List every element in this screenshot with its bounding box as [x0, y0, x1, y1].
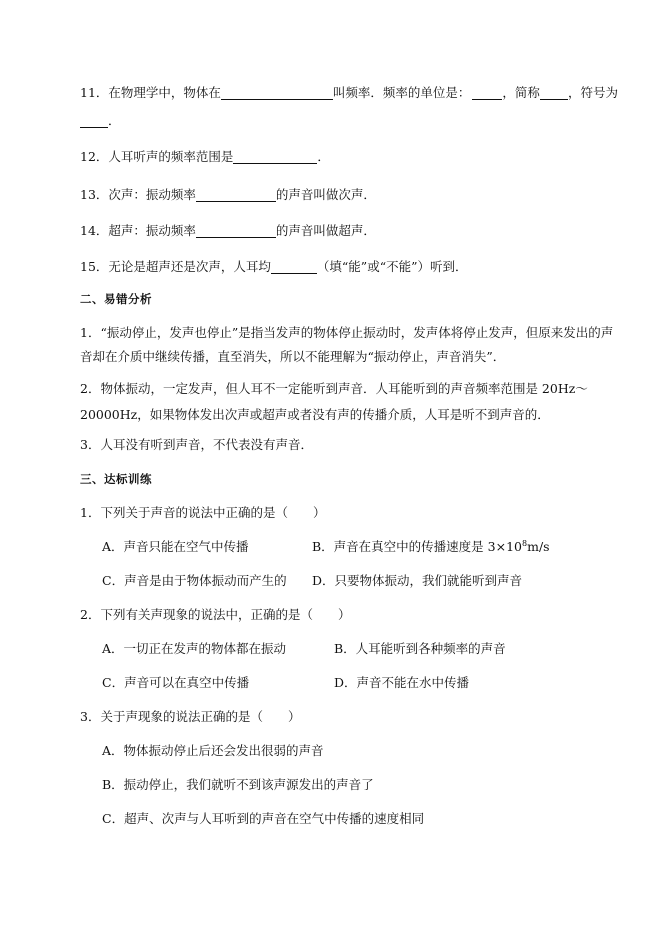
question-12: [80, 148, 330, 166]
mcq-1-option-d: D．只要物体振动，我们就能听到声音: [312, 573, 523, 588]
question-15: [80, 258, 467, 276]
q11-blank-short: [540, 85, 568, 100]
analysis-1-line-1: 1．“振动停止，发声也停止”是指当发声的物体停止振动时，发声体将停止发声，但原来发出的声: [80, 325, 614, 340]
mcq-1-option-b-unit: m/s: [527, 539, 550, 554]
q11-end: ．: [108, 113, 121, 128]
mcq-1-option-a: A．声音只能在空气中传播: [102, 539, 249, 554]
mcq-1-stem: 1．下列关于声音的说法中正确的是（ ）: [80, 505, 326, 520]
mcq-2-option-b: B．人耳能听到各种频率的声音: [334, 641, 506, 656]
section-heading-practice: 三、达标训练: [80, 472, 152, 486]
q14-end: 的声音叫做超声．: [275, 223, 376, 238]
mcq-2-option-c: C．声音可以在真空中传播: [102, 675, 250, 690]
q11-blank-unit: [472, 85, 502, 100]
q11-text-1: 11．在物理学中，物体在: [80, 85, 221, 100]
q11-text-2: 叫频率．频率的单位是：: [332, 85, 471, 100]
q14-blank: [196, 223, 276, 238]
question-13: [80, 186, 376, 204]
question-11-cont: [80, 112, 121, 130]
q12-end: ．: [317, 149, 330, 164]
mcq-3-option-a: A．物体振动停止后还会发出很弱的声音: [102, 743, 324, 758]
mcq-2-stem: 2．下列有关声现象的说法中，正确的是（ ）: [80, 607, 351, 622]
section-heading-error-analysis: 二、易错分析: [80, 292, 152, 306]
mcq-2-option-d: D．声音不能在水中传播: [334, 675, 470, 690]
question-11: [80, 84, 618, 102]
mcq-3-option-b: B．振动停止，我们就听不到该声源发出的声音了: [102, 777, 374, 792]
q11-blank-definition: [221, 85, 333, 100]
mcq-1-option-c: C．声音是由于物体振动而产生的: [102, 573, 287, 588]
mcq-3-option-c: C．超声、次声与人耳听到的声音在空气中传播的速度相同: [102, 811, 425, 826]
q14-text: 14．超声：振动频率: [80, 223, 196, 238]
q11-text-4: ，符号为: [567, 85, 618, 100]
q13-text: 13．次声：振动频率: [80, 187, 196, 202]
q15-end: （填“能”或“不能”）听到．: [316, 259, 468, 274]
question-14: [80, 222, 376, 240]
q15-text: 15．无论是超声还是次声，人耳均: [80, 259, 271, 274]
mcq-1-option-b-text: B．声音在真空中的传播速度是 3×10: [312, 539, 522, 554]
analysis-1-line-2: 音却在介质中继续传播，直至消失，所以不能理解为“振动停止，声音消失”．: [80, 349, 506, 364]
q11-text-3: ，简称: [502, 85, 540, 100]
analysis-2-line-2: 20000Hz，如果物体发出次声或超声或者没有声的传播介质，人耳是听不到声音的．: [80, 407, 550, 422]
mcq-1-option-b-exponent: 8: [522, 538, 528, 548]
q11-blank-symbol: [80, 113, 108, 128]
q12-blank: [233, 149, 317, 164]
analysis-3: 3．人耳没有听到声音，不代表没有声音．: [80, 437, 313, 452]
mcq-2-option-a: A．一切正在发声的物体都在振动: [102, 641, 287, 656]
mcq-3-stem: 3．关于声现象的说法正确的是（ ）: [80, 709, 301, 724]
analysis-2-line-1: 2．物体振动，一定发声，但人耳不一定能听到声音．人耳能听到的声音频率范围是 20Hz～: [80, 381, 588, 396]
q13-end: 的声音叫做次声．: [275, 187, 376, 202]
q12-text: 12．人耳听声的频率范围是: [80, 149, 234, 164]
mcq-1-option-b: [312, 538, 550, 556]
q15-blank: [271, 259, 317, 274]
q13-blank: [196, 187, 276, 202]
